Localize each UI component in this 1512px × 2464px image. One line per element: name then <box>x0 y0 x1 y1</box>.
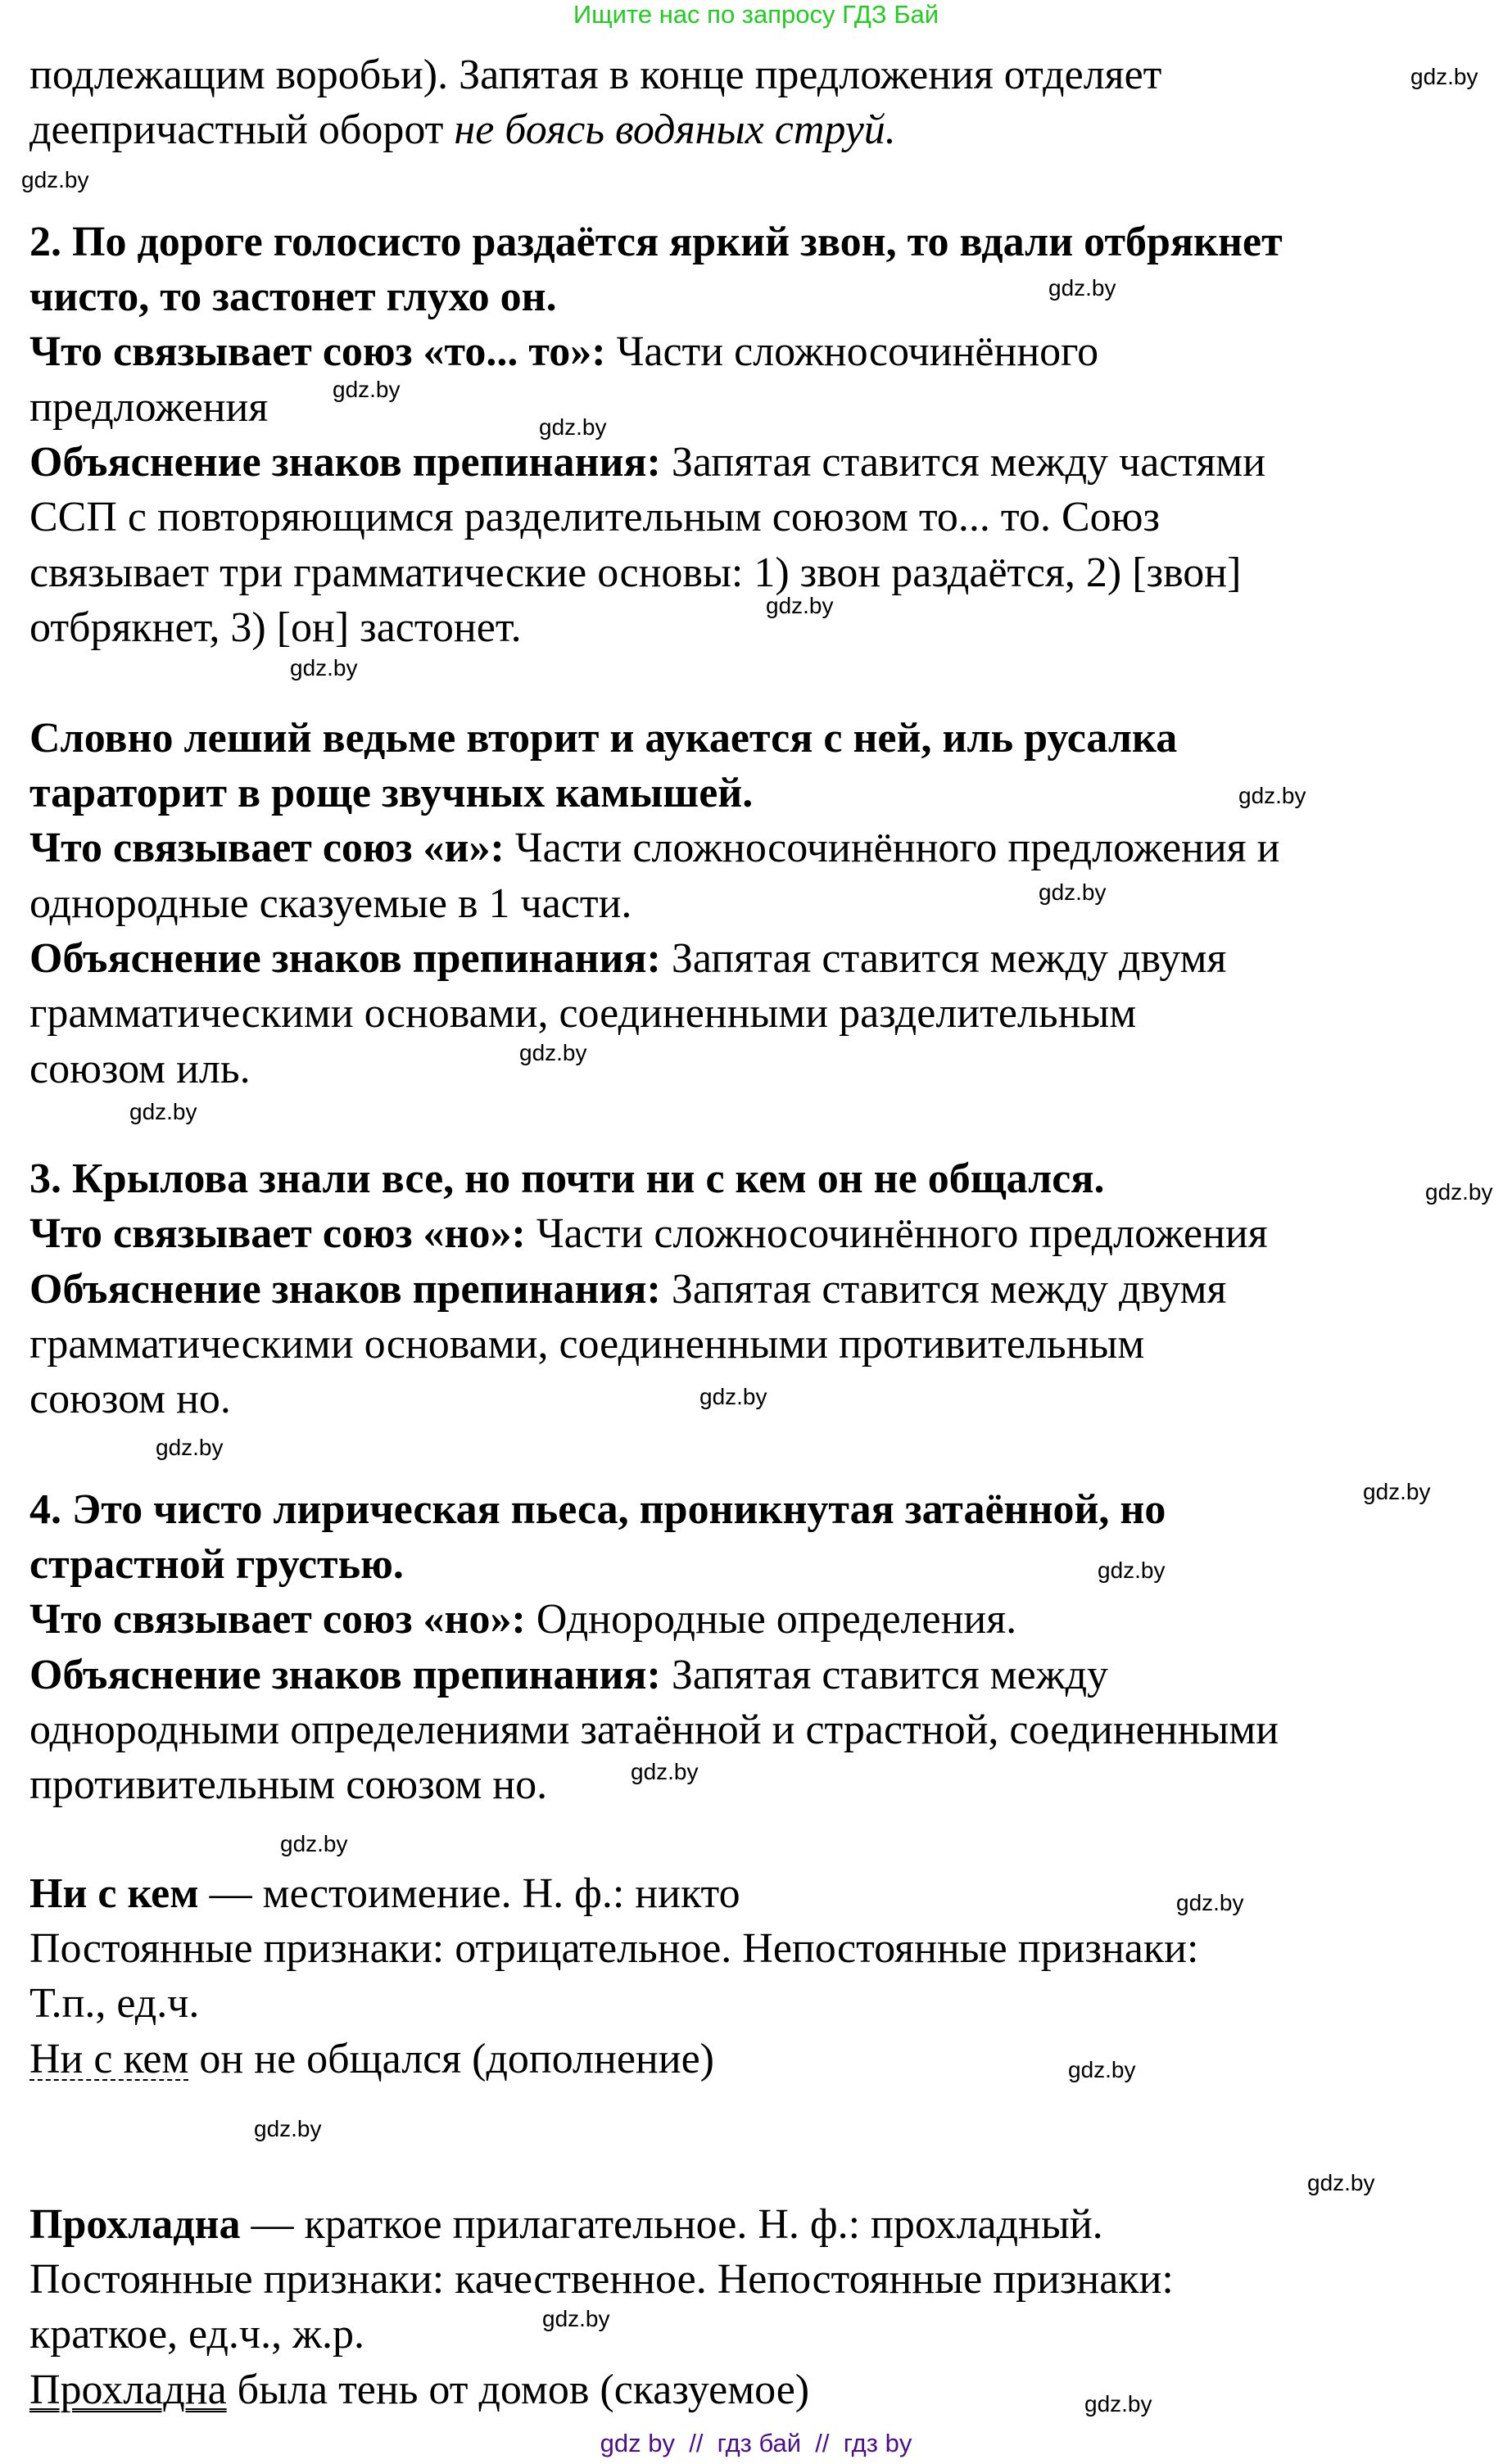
parse-word: Прохладна <box>29 2201 241 2248</box>
intro-text: деепричастный оборот <box>29 106 455 153</box>
item3-title: 3. Крылова знали все, но почти ни с кем он не общался. <box>29 1155 1105 1202</box>
parse-desc: — местоимение. Н. ф.: никто <box>198 1870 740 1917</box>
item3-punct-line-2: грамматическими основами, соединенными противительным <box>29 1321 1145 1368</box>
link-label: Что связывает союз «но»: <box>29 1210 526 1257</box>
watermark: gdz.by <box>542 2306 610 2331</box>
footer-links: gdz by // гдз бай // гдз by <box>600 2429 912 2457</box>
search-hint-banner: Ищите нас по запросу ГДЗ Бай <box>573 0 939 29</box>
parse2-const: Постоянные признаки: качественное. Непостоянные признаки: <box>29 2256 1174 2303</box>
item3-punct-line-3: союзом но. <box>29 1376 231 1422</box>
intro-italic-phrase: не боясь водяных струй. <box>454 106 896 153</box>
watermark: gdz.by <box>1363 1479 1431 1504</box>
parse-word: Ни с кем <box>29 1870 199 1917</box>
parse2-nonconst: краткое, ед.ч., ж.р. <box>29 2311 364 2358</box>
watermark: gdz.by <box>631 1759 699 1784</box>
link-text: Однородные определения. <box>525 1596 1017 1643</box>
link-label: Что связывает союз «и»: <box>29 825 505 871</box>
item2-punct <box>29 438 1265 487</box>
watermark: gdz.by <box>1176 1890 1244 1915</box>
item2-title-line-2: чисто, то застонет глухо он. <box>29 274 557 320</box>
parse2-heading <box>29 2200 1103 2249</box>
example-rest: была тень от домов (сказуемое) <box>226 2367 810 2413</box>
parse-desc: — краткое прилагательное. Н. ф.: прохладный. <box>240 2201 1103 2248</box>
link-text: Части сложносочинённого предложения и <box>504 825 1280 871</box>
watermark: gdz.by <box>1039 879 1107 905</box>
link-label: Что связывает союз «то... то»: <box>29 328 606 375</box>
item4-punct-line-2: однородными определениями затаённой и страстной, соединенными <box>29 1707 1279 1753</box>
item2b-title-line-1: Словно леший ведьме вторит и аукается с ней, иль русалка <box>29 715 1178 762</box>
punct-label: Объяснение знаков препинания: <box>29 935 661 982</box>
parse1-nonconst: Т.п., ед.ч. <box>29 1980 200 2027</box>
item2-title-line-1: 2. По дороге голосисто раздаётся яркий звон, то вдали отбрякнет <box>29 219 1283 265</box>
parse2-example <box>29 2366 809 2415</box>
watermark: gdz.by <box>1238 783 1306 808</box>
intro-line-1: подлежащим воробьи). Запятая в конце предложения отделяет <box>29 52 1162 98</box>
watermark: gdz.by <box>1410 64 1478 89</box>
parse1-const: Постоянные признаки: отрицательное. Непостоянные признаки: <box>29 1925 1199 1972</box>
watermark: gdz.by <box>1084 2391 1152 2417</box>
item3-punct <box>29 1265 1226 1314</box>
item2b-punct-line-3: союзом иль. <box>29 1046 251 1092</box>
watermark: gdz.by <box>519 1040 587 1065</box>
parse1-example <box>29 2035 714 2084</box>
watermark: gdz.by <box>280 1831 348 1856</box>
punct-label: Объяснение знаков препинания: <box>29 1652 661 1698</box>
watermark: gdz.by <box>21 167 89 192</box>
item4-punct <box>29 1651 1108 1700</box>
punct-label: Объяснение знаков препинания: <box>29 439 661 486</box>
punct-text: Запятая ставится между <box>660 1652 1109 1698</box>
punct-label: Объяснение знаков препинания: <box>29 1266 661 1313</box>
punct-text: Запятая ставится между двумя <box>660 935 1227 982</box>
watermark: gdz.by <box>539 414 607 440</box>
item4-link <box>29 1595 1016 1644</box>
watermark: gdz.by <box>1098 1558 1166 1583</box>
link-text: Части сложносочинённого <box>605 328 1099 375</box>
item2-punct-line-4: отбрякнет, 3) [он] застонет. <box>29 604 522 651</box>
watermark: gdz.by <box>1048 275 1116 301</box>
item2b-link-cont: однородные сказуемые в 1 части. <box>29 880 632 927</box>
watermark: gdz.by <box>1425 1179 1493 1205</box>
punct-text: Запятая ставится между двумя <box>660 1266 1227 1313</box>
item2-punct-line-2: ССП с повторяющимся разделительным союзом то... то. Союз <box>29 494 1161 540</box>
watermark: gdz.by <box>156 1435 224 1460</box>
item2b-title-line-2: тараторит в роще звучных камышей. <box>29 770 754 816</box>
link-label: Что связывает союз «но»: <box>29 1596 526 1643</box>
watermark: gdz.by <box>254 2116 322 2141</box>
predicate-underline: Прохладна <box>29 2367 227 2413</box>
item4-title-line-2: страстной грустью. <box>29 1541 404 1588</box>
item4-title-line-1: 4. Это чисто лирическая пьеса, проникнутая затаённой, но <box>29 1486 1166 1533</box>
item2-link-cont: предложения <box>29 384 269 431</box>
punct-text: Запятая ставится между частями <box>660 439 1266 486</box>
item2b-link <box>29 824 1280 873</box>
link-text: Части сложносочинённого предложения <box>525 1210 1268 1257</box>
watermark: gdz.by <box>699 1384 767 1409</box>
item4-punct-line-3: противительным союзом но. <box>29 1761 548 1808</box>
item2b-punct <box>29 934 1226 983</box>
watermark: gdz.by <box>290 655 358 680</box>
watermark: gdz.by <box>333 377 401 402</box>
item2b-punct-line-2: грамматическими основами, соединенными разделительным <box>29 990 1137 1037</box>
intro-line-2 <box>29 106 896 155</box>
watermark: gdz.by <box>1068 2057 1136 2082</box>
watermark: gdz.by <box>1307 2170 1375 2195</box>
item3-link <box>29 1209 1268 1259</box>
item2-punct-line-3: связывает три грамматические основы: 1) звон раздаётся, 2) [звон] <box>29 549 1242 596</box>
watermark: gdz.by <box>129 1099 197 1124</box>
parse1-heading <box>29 1869 740 1919</box>
object-underline: Ни с кем <box>29 2036 189 2082</box>
example-rest: он не общался (дополнение) <box>188 2036 714 2082</box>
item2-link <box>29 328 1098 377</box>
watermark: gdz.by <box>766 593 834 618</box>
